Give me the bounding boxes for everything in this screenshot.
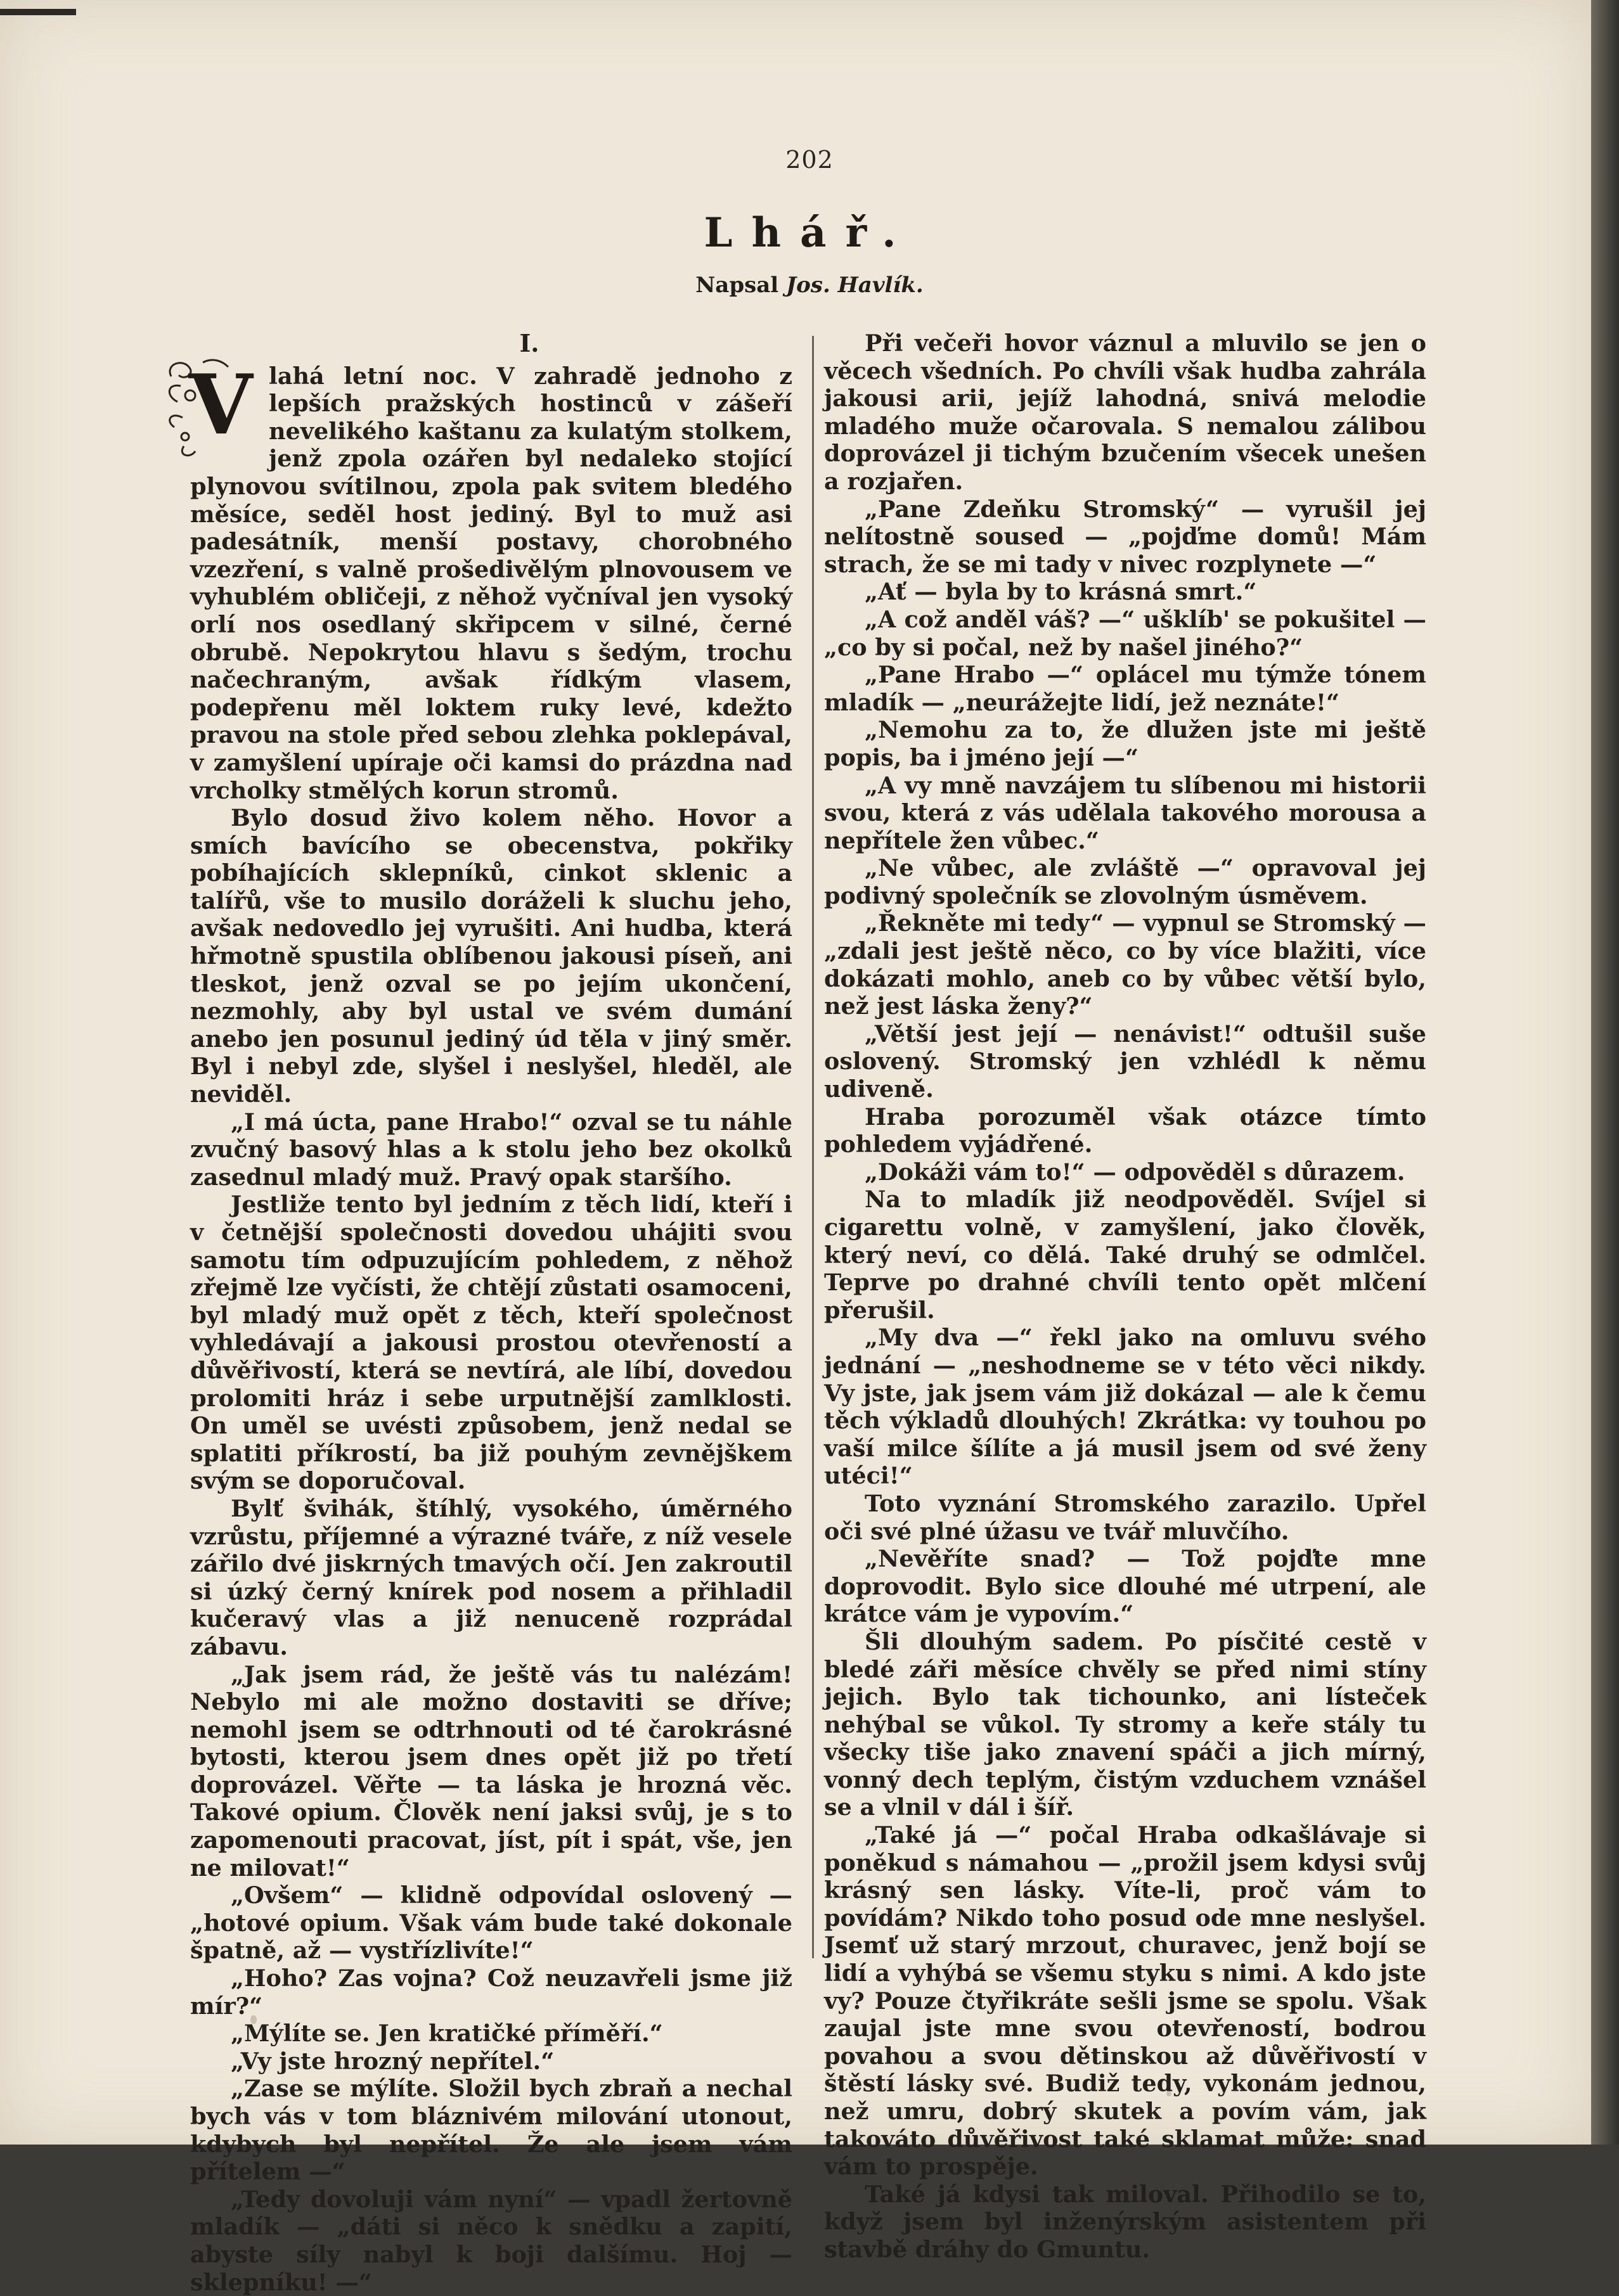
paragraph: „Tedy dovoluji vám nyní“ — vpadl žertovně mladík — „dáti si něco k snědku a zapití, abyste síly nabyl k boji dalšímu. Hoj — sklepníku! —“	[190, 2185, 792, 2296]
paper-spot	[250, 2015, 257, 2024]
paragraph: Také já kdysi tak miloval. Přihodilo se to, když jsem byl inženýrským asistentem při stavbě dráhy do Gmuntu.	[824, 2180, 1426, 2263]
paragraph: Na to mladík již neodpověděl. Svíjel si cigarettu volně, v zamyšlení, jako člověk, který neví, co dělá. Také druhý se odmlčel. Teprve po drahné chvíli tento opět mlčení přerušil.	[824, 1186, 1426, 1324]
paragraph: „Zase se mýlíte. Složil bych zbraň a nechal bych vás v tom bláznivém milování utonout, kdybych byl nepřítel. Že ale jsem vám přítelem —“	[190, 2075, 792, 2186]
paragraph: Hraba porozuměl však otázce tímto pohledem vyjádřené.	[824, 1103, 1426, 1158]
byline-prefix: Napsal	[695, 273, 779, 298]
paragraph: Jestliže tento byl jedním z těch lidí, kteří i v četnější společnosti dovedou uhájiti svou samotu tím odpuzujícím pohledem, z něhož zřejmě lze vyčísti, že chtějí zůstati osamoceni, byl mladý muž opět z těch, kteří společnost vyhledávají a jakousi prostou otevřeností a důvěřivostí, která se nevtírá, ale líbí, dovedou prolomiti hráz i sebe urputnější zamlklosti. On uměl se uvésti způsobem, jenž nedal se splatiti příkrostí, ba již pouhým zevnějškem svým se doporučoval.	[190, 1191, 792, 1495]
paragraph: „Dokáži vám to!“ — odpověděl s důrazem.	[865, 1158, 1405, 1186]
scan-edge-mark	[0, 9, 76, 15]
paragraph: „I má úcta, pane Hrabo!“ ozval se tu náhle zvučný basový hlas a k stolu jeho bez okolků zasednul mladý muž. Pravý opak staršího.	[190, 1108, 792, 1191]
byline	[0, 273, 1619, 298]
paragraph: „Hoho? Zas vojna? Což neuzavřeli jsme již mír?“	[190, 1965, 792, 2020]
column-divider	[812, 336, 814, 1958]
paragraph: Toto vyznání Stromského zarazilo. Upřel oči své plné úžasu ve tvář mluvčího.	[824, 1489, 1426, 1545]
paragraph: „Pane Hrabo —“ oplácel mu týmže tónem mladík — „neurážejte lidí, jež neznáte!“	[824, 661, 1426, 716]
paragraph: Při večeři hovor váznul a mluvilo se jen o věcech všedních. Po chvíli však hudba zahrála jakousi arii, jejíž lahodná, snivá melodie mladého muže očarovala. S nemalou zálibou doprovázel ji tichým bzučením všecek unešen a rozjařen.	[824, 330, 1426, 495]
paragraph: „Řekněte mi tedy“ — vypnul se Stromský — „zdali jest ještě něco, co by více blažiti, více dokázati mohlo, aneb co by vůbec větší bylo, než jest láska ženy?“	[824, 909, 1426, 1020]
paragraph: „Nevěříte snad? — Tož pojďte mne doprovodit. Bylo sice dlouhé mé utrpení, ale krátce vám je vypovím.“	[824, 1545, 1426, 1628]
paragraph: lahá letní noc. V zahradě jednoho z lepších pražských hostinců v zášeří nevelikého kaštanu za kulatým stolkem, jenž zpola ozářen byl nedaleko stojící plynovou svítilnou, zpola pak svitem bledého měsíce, seděl host jediný. Byl to muž asi padesátník, menší postavy, chorobného vzezření, s valně prošedivělým plnovousem ve vyhublém obličeji, z něhož vyčníval jen vysoký orlí nos osedlaný skřipcem v silné, černé obrubě. Nepokrytou hlavu s šedým, trochu načechraným, avšak řídkým vlasem, podepřenu měl loktem ruky levé, kdežto pravou na stole před sebou zlehka poklepával, v zamyšlení upíraje oči kamsi do prázdna nad vrcholky stmělých korun stromů.	[190, 362, 792, 804]
paragraph: „Ovšem“ — klidně odpovídal oslovený — „hotové opium. Však vám bude také dokonale špatně, až — vystřízlivíte!“	[190, 1882, 792, 1965]
paragraph: „Jak jsem rád, že ještě vás tu nalézám! Nebylo mi ale možno dostaviti se dříve; nemohl jsem se odtrhnouti od té čarokrásné bytosti, kterou jsem dnes opět již po třetí doprovázel. Věřte — ta láska je hrozná věc. Takové opium. Člověk není jaksi svůj, je s to zapomenouti pracovat, jíst, pít i spát, vše, jen ne milovat!“	[190, 1660, 792, 1882]
svg-text:V: V	[188, 356, 253, 453]
ornamental-initial-icon	[165, 357, 260, 460]
paragraph: Bylť švihák, štíhlý, vysokého, úměrného vzrůstu, příjemné a výrazné tváře, z níž vesele zářilo dvé jiskrných tmavých očí. Jen zakroutil si úzký černý knírek pod nosem a přihladil kučeravý vlas a již nenuceně rozprádal zábavu.	[190, 1494, 792, 1660]
paragraph: „Vy jste hrozný nepřítel.“	[231, 2047, 555, 2075]
paragraph: „Také já —“ počal Hraba odkašlávaje si poněkud s námahou — „prožil jsem kdysi svůj krásný sen lásky. Víte-li, proč vám to povídám? Nikdo toho posud ode mne neslyšel. Jsemť už starý mrzout, churavec, jenž bojí se lidí a vyhýbá se všemu styku s nimi. A kdo jste vy? Pouze čtyřikráte sešli jsme se spolu. Však zaujal jste mne svou otevřeností, bodrou povahou a svou dětinskou až důvěřivostí v štěstí lásky své. Budiž tedy, vykonám jednou, než umru, dobrý skutek a povím vám, jak takováto důvěřivost také sklamat může: snad vám to prospěje.	[824, 1821, 1426, 2181]
section-number: I.	[519, 329, 539, 357]
paragraph: Bylo dosud živo kolem něho. Hovor a smích bavícího se obecenstva, pokřiky pobíhajících sklepníků, cinkot sklenic a talířů, vše to musilo doráželi k sluchu jeho, avšak nedovedlo jej vyrušiti. Ani hudba, která hřmotně spustila oblíbenou jakousi píseň, ani tleskot, jenž ozval se po jejím ukončení, nezmohly, aby byl ustal ve svém dumání anebo jen posunul jediný úd těla v jiný směr. Byl i nebyl zde, slyšel i neslyšel, hleděl, ale neviděl.	[190, 804, 792, 1108]
paragraph: „A což anděl váš? —“ ušklíb' se pokušitel — „co by si počal, než by našel jiného?“	[824, 605, 1426, 661]
paragraph: „Nemohu za to, že dlužen jste mi ještě popis, ba i jméno její —“	[824, 716, 1426, 771]
right-column	[824, 330, 1426, 2264]
byline-author: Jos. Havlík.	[786, 273, 924, 298]
paragraph: „Pane Zdeňku Stromský“ — vyrušil jej nelítostně soused — „pojďme domů! Mám strach, že se mi tady v nivec rozplynete —“	[824, 495, 1426, 578]
page-edge	[1591, 0, 1619, 2145]
paragraph: „Ať — byla by to krásná smrt.“	[865, 578, 1257, 606]
paragraph: „Mýlíte se. Jen kratičké příměří.“	[231, 2020, 663, 2048]
paragraph: „My dva —“ řekl jako na omluvu svého jednání — „neshodneme se v této věci nikdy. Vy jste, jak jsem vám již dokázal — ale k čemu těch výkladů dlouhých! Zkrátka: vy touhou po vaší milce šílíte a já musil jsem od své ženy utéci!“	[824, 1324, 1426, 1490]
paragraph: „Větší jest její — nenávist!“ odtušil suše oslovený. Stromský jen vzhlédl k němu udiveně.	[824, 1020, 1426, 1103]
left-column	[190, 330, 792, 2296]
story-title: Lhář.	[704, 209, 915, 257]
paragraph: „A vy mně navzájem tu slíbenou mi historii svou, která z vás udělala takového morousa a nepřítele žen vůbec.“	[824, 771, 1426, 854]
paragraph: Šli dlouhým sadem. Po písčité cestě v bledé záři měsíce chvěly se před nimi stíny jejich. Bylo tak tichounko, ani lísteček nehýbal se vůkol. Ty stromy a keře stály tu všecky tiše jako znavení spáči a jich mírný, vonný dech teplým, čistým vzduchem vznášel se a vlnil v dál i šíř.	[824, 1627, 1426, 1821]
paragraph: „Ne vůbec, ale zvláště —“ opravoval jej podivný společník se zlovolným úsměvem.	[824, 854, 1426, 909]
paper-spot	[1166, 2091, 1171, 2096]
page-number: 202	[785, 146, 834, 174]
